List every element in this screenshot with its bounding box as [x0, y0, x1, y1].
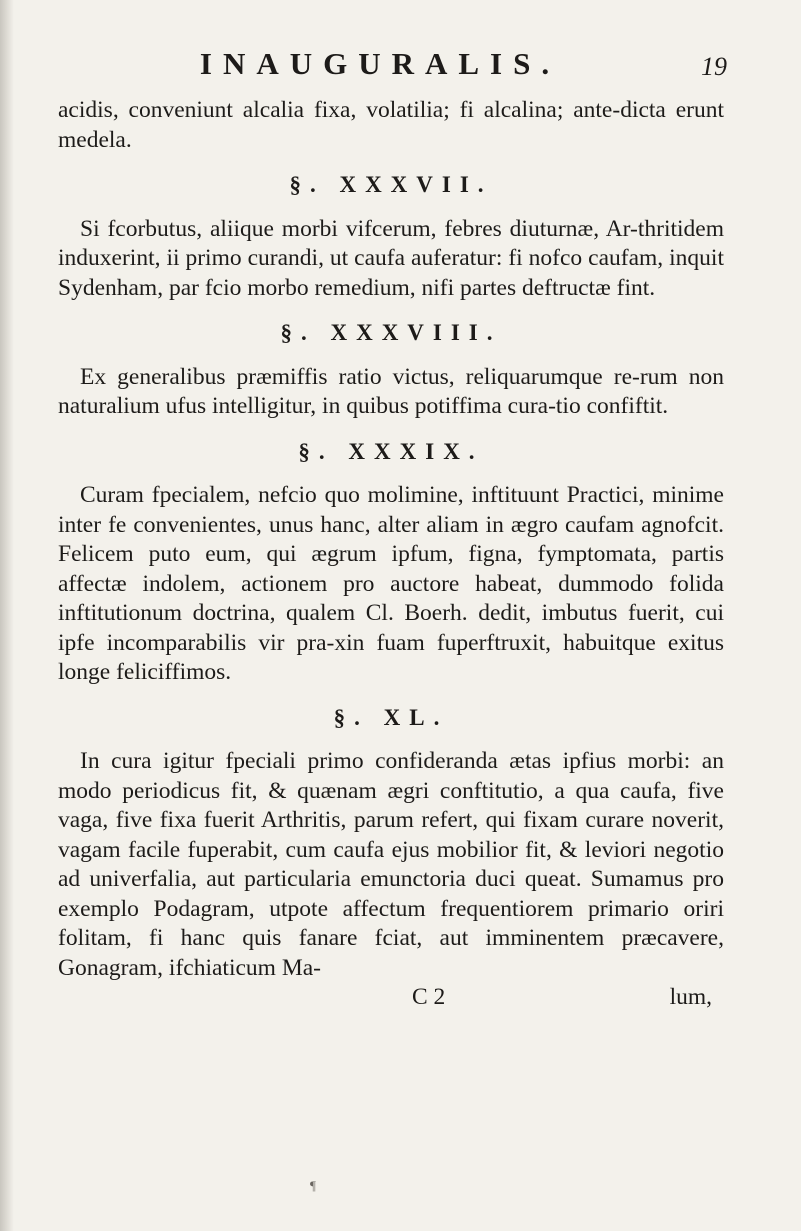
- text-block: [58, 96, 724, 1013]
- section-39-text: Curam fpecialem, nefcio quo molimine, inftituunt Practici, minime inter fe convenientes, unus hanc, alter aliam in ægro caufam agnofcit. Felicem puto eum, qui ægrum ipfum, figna, fymptomata, partis affectæ indolem, actionem pro auctore habeat, dummodo folida inftitutionum doctrina, qualem Cl. Boerh. dedit, imbutus fuerit, cui ipfe incomparabilis vir pra-xin fuam fuperftruxit, habuitque exitus longe feliciffimos.: [58, 482, 724, 685]
- page-number: 19: [701, 52, 727, 81]
- page-footer: [58, 983, 724, 1013]
- paragraph-continuation: acidis, conveniunt alcalia fixa, volatilia; fi alcalina; ante-dicta erunt medela.: [58, 97, 724, 153]
- catchword: lum,: [669, 984, 712, 1010]
- running-head: [0, 46, 801, 86]
- section-heading-38: §. XXXVIII.: [280, 320, 502, 345]
- section-37-text: Si fcorbutus, aliique morbi vifcerum, febres diuturnæ, Ar-thritidem induxerint, ii primo curandi, ut caufa auferatur: fi nofco caufam, inquit Sydenham, par fcio morbo remedium, nifi partes deftructæ fint.: [58, 215, 724, 301]
- signature-mark: C 2: [412, 984, 446, 1010]
- section-heading-37: §. XXXVII.: [289, 172, 493, 197]
- section-heading-40: §. XL.: [333, 704, 449, 730]
- running-head-title: INAUGURALIS.: [199, 46, 561, 81]
- section-38-text: Ex generalibus præmiffis ratio victus, reliquarumque re-rum non naturalium ufus intelligitur, in quibus potiffima cura-tio confiftit.: [58, 363, 724, 419]
- page-gutter-shadow: [0, 0, 14, 1231]
- stray-mark: ¶: [310, 1178, 316, 1193]
- section-heading-39: §. XXXIX.: [298, 438, 484, 464]
- section-40-text: In cura igitur fpeciali primo confideranda ætas ipfius morbi: an modo periodicus fit, & quænam ægri conftitutio, a qua caufa, five vaga, five fixa fuerit Arthritis, parum refert, qui fixam curare noverit, vagam facile fuperabit, cum caufa ejus mobilior fit, & leviori negotio ad univerfalia, aut particularia emunctoria duci queat. Sumamus pro exemplo Podagram, utpote affectum frequentiorem primario oriri folitam, fi hanc quis fanare fciat, aut imminentem præcavere, Gonagram, ifchiaticum Ma-: [58, 748, 724, 981]
